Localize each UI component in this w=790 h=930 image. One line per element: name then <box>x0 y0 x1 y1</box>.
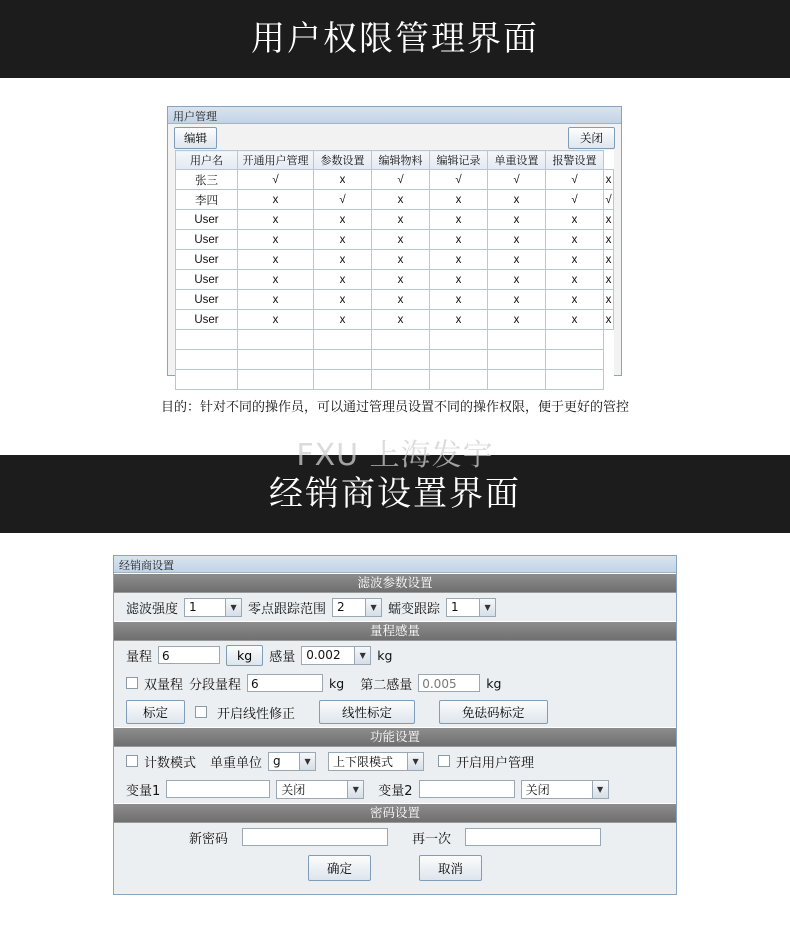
user-management-window <box>167 106 622 376</box>
division-select[interactable] <box>301 646 371 665</box>
cell-permission[interactable]: x <box>314 210 372 230</box>
cell-permission[interactable]: x <box>372 230 430 250</box>
cell-permission[interactable]: x <box>238 210 314 230</box>
linear-fix-checkbox[interactable] <box>195 706 207 718</box>
window-titlebar <box>168 107 621 124</box>
cell-empty[interactable] <box>238 370 314 390</box>
cell-permission[interactable]: x <box>604 270 614 290</box>
cell-permission[interactable]: x <box>238 230 314 250</box>
var2-label: 变量2 <box>378 783 413 799</box>
col-edit-material[interactable]: 编辑物料 <box>372 151 430 170</box>
creep-track-select[interactable] <box>446 598 496 617</box>
cell-permission[interactable]: x <box>430 210 488 230</box>
cell-permission[interactable]: x <box>372 310 430 330</box>
division-unit-label: kg <box>377 647 393 663</box>
row-password <box>114 823 676 851</box>
cell-empty[interactable] <box>546 350 604 370</box>
cell-empty[interactable] <box>430 330 488 350</box>
segment-unit-label: kg <box>329 675 345 691</box>
table-row-empty[interactable] <box>176 370 614 390</box>
cell-permission[interactable]: x <box>488 230 546 250</box>
cell-permission[interactable]: √ <box>546 190 604 210</box>
limit-mode-value: 上下限模式 <box>333 754 394 769</box>
table-row[interactable] <box>176 290 614 310</box>
row-capacity <box>114 641 676 669</box>
col-alarm-setting[interactable]: 报警设置 <box>546 151 604 170</box>
new-password-input[interactable] <box>242 828 388 846</box>
cell-permission[interactable]: x <box>314 290 372 310</box>
table-row-empty[interactable] <box>176 350 614 370</box>
cell-empty[interactable] <box>372 330 430 350</box>
section-user-management <box>0 78 790 473</box>
cell-empty[interactable] <box>430 370 488 390</box>
table-row-empty[interactable] <box>176 330 614 350</box>
cell-empty[interactable] <box>176 330 238 350</box>
table-row[interactable] <box>176 210 614 230</box>
cell-permission[interactable]: x <box>238 190 314 210</box>
cell-permission[interactable]: x <box>546 310 604 330</box>
cell-permission[interactable]: √ <box>238 170 314 190</box>
cell-permission[interactable]: x <box>314 270 372 290</box>
cell-empty[interactable] <box>314 330 372 350</box>
row-dual-range <box>114 669 676 697</box>
var2-select-value: 关闭 <box>525 782 550 797</box>
cell-permission[interactable]: x <box>430 250 488 270</box>
var1-input[interactable] <box>166 780 270 798</box>
table-row[interactable] <box>176 310 614 330</box>
filter-strength-value: 1 <box>189 600 197 614</box>
row-function-options <box>114 747 676 775</box>
cell-username[interactable]: User <box>176 230 238 250</box>
cancel-button[interactable]: 取消 <box>419 855 482 881</box>
cell-username[interactable]: User <box>176 210 238 230</box>
cell-permission[interactable]: √ <box>314 190 372 210</box>
table-row[interactable] <box>176 190 614 210</box>
purpose-caption: 目的：针对不同的操作员，可以通过管理员设置不同的操作权限，便于更好的管控 <box>160 400 629 415</box>
cell-permission[interactable]: x <box>546 270 604 290</box>
row-filter-params <box>114 593 676 621</box>
cell-permission[interactable]: x <box>372 210 430 230</box>
cell-username[interactable]: User <box>176 270 238 290</box>
second-division-label: 第二感量 <box>360 677 413 693</box>
edit-button[interactable]: 编辑 <box>174 127 217 149</box>
capacity-input[interactable]: 6 <box>158 646 220 664</box>
cell-permission[interactable]: x <box>238 270 314 290</box>
cell-permission[interactable]: x <box>546 290 604 310</box>
toolbar <box>168 124 621 150</box>
dual-range-checkbox[interactable] <box>126 677 138 689</box>
zero-track-value: 2 <box>337 600 345 614</box>
group-header-password: 密码设置 <box>114 803 676 823</box>
cell-permission[interactable]: x <box>546 210 604 230</box>
cell-empty[interactable] <box>314 370 372 390</box>
var1-select-value: 关闭 <box>281 782 306 797</box>
cell-permission[interactable]: x <box>604 230 614 250</box>
cell-empty[interactable] <box>488 330 546 350</box>
filter-strength-select[interactable] <box>184 598 242 617</box>
chevron-down-icon[interactable]: ▼ <box>299 753 315 770</box>
cell-username[interactable]: User <box>176 310 238 330</box>
creep-track-value: 1 <box>451 600 459 614</box>
chevron-down-icon[interactable]: ▼ <box>592 781 608 798</box>
chevron-down-icon[interactable]: ▼ <box>347 781 363 798</box>
cell-permission[interactable]: x <box>488 210 546 230</box>
group-header-filter: 滤波参数设置 <box>114 573 676 593</box>
ok-button[interactable]: 确定 <box>308 855 371 881</box>
cell-empty[interactable] <box>488 350 546 370</box>
banner-title-2: 经销商设置界面 <box>269 474 521 514</box>
cell-permission[interactable]: √ <box>488 170 546 190</box>
cell-permission[interactable]: x <box>372 270 430 290</box>
cell-username[interactable]: 张三 <box>176 170 238 190</box>
no-weight-calibrate-button[interactable]: 免砝码标定 <box>439 700 548 724</box>
segment-range-input[interactable]: 6 <box>247 674 323 692</box>
cell-empty[interactable] <box>238 350 314 370</box>
group-header-capacity: 量程感量 <box>114 621 676 641</box>
cell-permission[interactable]: x <box>488 250 546 270</box>
cell-permission[interactable]: x <box>372 290 430 310</box>
cell-permission[interactable]: x <box>546 250 604 270</box>
cell-permission[interactable]: x <box>604 210 614 230</box>
second-division-input[interactable]: 0.005 <box>418 674 480 692</box>
cell-permission[interactable]: x <box>238 310 314 330</box>
capacity-unit-button[interactable]: kg <box>226 645 263 666</box>
chevron-down-icon[interactable]: ▼ <box>354 647 370 664</box>
chevron-down-icon[interactable]: ▼ <box>225 599 241 616</box>
cell-permission[interactable]: x <box>314 170 372 190</box>
group-header-function: 功能设置 <box>114 727 676 747</box>
unit-weight-label: 单重单位 <box>210 755 263 771</box>
banner-user-permission <box>0 0 790 78</box>
table-row[interactable] <box>176 270 614 290</box>
row-dialog-buttons <box>114 851 676 885</box>
col-edit-record[interactable]: 编辑记录 <box>430 151 488 170</box>
unit-weight-value: g <box>273 754 281 768</box>
cell-permission[interactable]: x <box>430 290 488 310</box>
cell-permission[interactable]: x <box>372 190 430 210</box>
row-variables <box>114 775 676 803</box>
cell-permission[interactable]: x <box>604 290 614 310</box>
watermark-text: FXU 上海发宇 <box>296 438 494 473</box>
enable-user-mgmt-checkbox[interactable] <box>438 755 450 767</box>
again-password-label: 再一次 <box>412 831 452 847</box>
zero-track-label: 零点跟踪范围 <box>248 601 327 617</box>
chevron-down-icon[interactable]: ▼ <box>407 753 423 770</box>
cell-permission[interactable]: √ <box>604 190 614 210</box>
col-unit-weight[interactable]: 单重设置 <box>488 151 546 170</box>
cell-permission[interactable]: x <box>314 230 372 250</box>
cell-permission[interactable]: √ <box>430 170 488 190</box>
cell-permission[interactable]: x <box>430 230 488 250</box>
window-title: 用户管理 <box>173 111 217 123</box>
cell-permission[interactable]: x <box>604 170 614 190</box>
cell-empty[interactable] <box>546 330 604 350</box>
cell-empty[interactable] <box>430 350 488 370</box>
cell-empty[interactable] <box>176 350 238 370</box>
table-row[interactable] <box>176 170 614 190</box>
cell-permission[interactable]: √ <box>372 170 430 190</box>
second-division-unit-label: kg <box>486 675 502 691</box>
linear-calibrate-button[interactable]: 线性标定 <box>319 700 415 724</box>
dealer-setting-window <box>113 555 677 895</box>
var1-label: 变量1 <box>126 783 161 799</box>
cell-username[interactable]: 李四 <box>176 190 238 210</box>
capacity-label: 量程 <box>126 649 153 665</box>
var2-input[interactable] <box>419 780 515 798</box>
var1-select[interactable] <box>276 780 364 799</box>
permissions-table <box>175 150 614 390</box>
cell-permission[interactable]: x <box>604 310 614 330</box>
chevron-down-icon[interactable]: ▼ <box>479 599 495 616</box>
cell-empty[interactable] <box>372 370 430 390</box>
cell-permission[interactable]: x <box>314 250 372 270</box>
cell-permission[interactable]: x <box>488 270 546 290</box>
dual-range-label: 双量程 <box>144 677 184 693</box>
col-param-setting[interactable]: 参数设置 <box>314 151 372 170</box>
division-label: 感量 <box>269 649 296 665</box>
cell-permission[interactable]: x <box>604 250 614 270</box>
enable-user-mgmt-label: 开启用户管理 <box>456 755 535 771</box>
cell-permission[interactable]: x <box>546 230 604 250</box>
dealer-window-titlebar <box>114 556 676 573</box>
dealer-window-title: 经销商设置 <box>119 560 174 572</box>
cell-permission[interactable]: x <box>372 250 430 270</box>
cell-empty[interactable] <box>238 330 314 350</box>
section-dealer-setting <box>0 533 790 930</box>
new-password-label: 新密码 <box>188 831 228 847</box>
count-mode-label: 计数模式 <box>144 755 197 771</box>
cell-empty[interactable] <box>372 350 430 370</box>
table-row[interactable] <box>176 250 614 270</box>
filter-strength-label: 滤波强度 <box>126 601 179 617</box>
cell-empty[interactable] <box>314 350 372 370</box>
row-calibration-buttons <box>114 697 676 727</box>
table-header-row <box>176 151 614 170</box>
linear-fix-label: 开启线性修正 <box>217 705 296 721</box>
cell-permission[interactable]: x <box>314 310 372 330</box>
cell-permission[interactable]: x <box>430 270 488 290</box>
cell-permission[interactable]: x <box>488 290 546 310</box>
chevron-down-icon[interactable]: ▼ <box>365 599 381 616</box>
col-user-mgmt[interactable]: 开通用户管理 <box>238 151 314 170</box>
cell-permission[interactable]: x <box>488 190 546 210</box>
table-row[interactable] <box>176 230 614 250</box>
cell-permission[interactable]: x <box>430 190 488 210</box>
cell-permission[interactable]: x <box>238 290 314 310</box>
cell-permission[interactable]: √ <box>546 170 604 190</box>
cell-empty[interactable] <box>488 370 546 390</box>
division-value: 0.002 <box>306 648 341 662</box>
cell-permission[interactable]: x <box>238 250 314 270</box>
cell-username[interactable]: User <box>176 290 238 310</box>
cell-permission[interactable]: x <box>430 310 488 330</box>
count-mode-checkbox[interactable] <box>126 755 138 767</box>
var2-select[interactable] <box>521 780 609 799</box>
creep-track-label: 蠕变跟踪 <box>388 601 441 617</box>
limit-mode-select[interactable] <box>328 752 424 771</box>
unit-weight-select[interactable] <box>268 752 316 771</box>
close-button[interactable]: 关闭 <box>568 127 615 149</box>
calibrate-button[interactable]: 标定 <box>126 700 185 724</box>
segment-range-label: 分段量程 <box>189 677 242 693</box>
banner-title-1: 用户权限管理界面 <box>251 19 539 59</box>
col-username[interactable]: 用户名 <box>176 151 238 170</box>
cell-empty[interactable] <box>176 370 238 390</box>
cell-username[interactable]: User <box>176 250 238 270</box>
zero-track-select[interactable] <box>332 598 382 617</box>
cell-permission[interactable]: x <box>488 310 546 330</box>
cell-empty[interactable] <box>546 370 604 390</box>
again-password-input[interactable] <box>465 828 601 846</box>
